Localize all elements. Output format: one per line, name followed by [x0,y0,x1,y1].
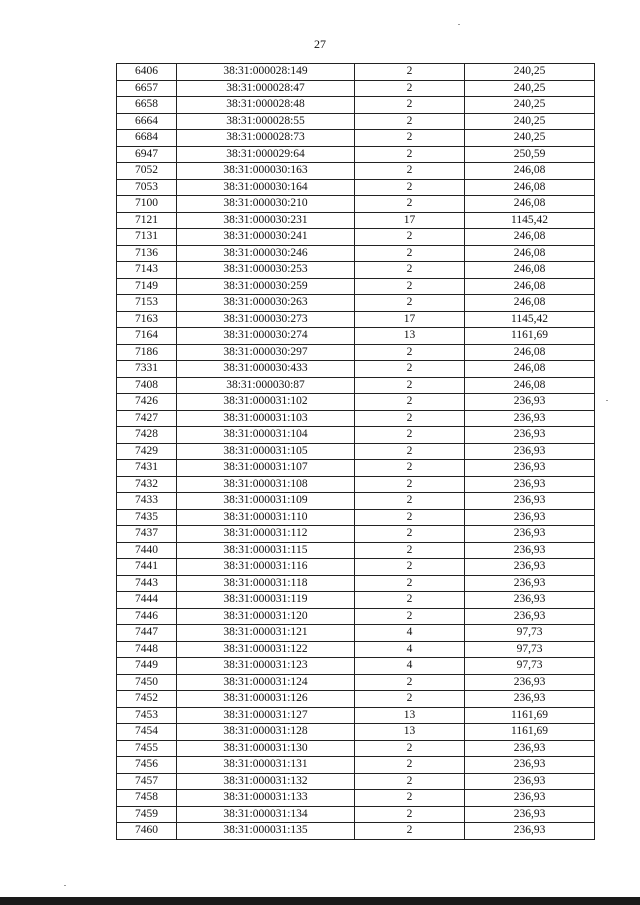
table-row [117,559,595,576]
area-cell: 246,08 [465,344,595,361]
cadastral-number-cell: 38:31:000031:116 [177,559,355,576]
row-number-cell: 7163 [117,311,177,328]
count-cell: 4 [355,641,465,658]
count-cell: 2 [355,295,465,312]
cadastral-number-cell: 38:31:000031:122 [177,641,355,658]
scan-speck [458,24,460,25]
table-row [117,245,595,262]
table-row [117,740,595,757]
count-cell: 2 [355,823,465,840]
row-number-cell: 7453 [117,707,177,724]
area-cell: 236,93 [465,394,595,411]
area-cell: 236,93 [465,823,595,840]
cadastral-number-cell: 38:31:000031:119 [177,592,355,609]
area-cell: 236,93 [465,443,595,460]
table-row [117,311,595,328]
area-cell: 250,59 [465,146,595,163]
row-number-cell: 7431 [117,460,177,477]
area-cell: 236,93 [465,410,595,427]
row-number-cell: 7454 [117,724,177,741]
area-cell: 236,93 [465,773,595,790]
count-cell: 2 [355,394,465,411]
cadastral-number-cell: 38:31:000031:133 [177,790,355,807]
count-cell: 2 [355,691,465,708]
cadastral-number-cell: 38:31:000031:109 [177,493,355,510]
cadastral-number-cell: 38:31:000031:115 [177,542,355,559]
row-number-cell: 7456 [117,757,177,774]
row-number-cell: 7452 [117,691,177,708]
table-row [117,113,595,130]
table-row [117,806,595,823]
count-cell: 4 [355,658,465,675]
area-cell: 1161,69 [465,707,595,724]
cadastral-number-cell: 38:31:000030:263 [177,295,355,312]
row-number-cell: 7440 [117,542,177,559]
cadastral-number-cell: 38:31:000031:118 [177,575,355,592]
area-cell: 236,93 [465,493,595,510]
area-cell: 246,08 [465,179,595,196]
area-cell: 236,93 [465,608,595,625]
area-cell: 246,08 [465,295,595,312]
scan-speck [64,885,66,886]
area-cell: 236,93 [465,691,595,708]
count-cell: 2 [355,196,465,213]
row-number-cell: 7164 [117,328,177,345]
row-number-cell: 7446 [117,608,177,625]
row-number-cell: 7449 [117,658,177,675]
cadastral-number-cell: 38:31:000031:123 [177,658,355,675]
table-row [117,641,595,658]
table-row [117,361,595,378]
table-row [117,625,595,642]
table-row [117,295,595,312]
table-row [117,394,595,411]
area-cell: 240,25 [465,130,595,147]
row-number-cell: 6658 [117,97,177,114]
row-number-cell: 7143 [117,262,177,279]
count-cell: 2 [355,262,465,279]
count-cell: 2 [355,757,465,774]
count-cell: 2 [355,460,465,477]
row-number-cell: 7053 [117,179,177,196]
cadastral-number-cell: 38:31:000031:112 [177,526,355,543]
cadastral-number-cell: 38:31:000030:253 [177,262,355,279]
count-cell: 2 [355,361,465,378]
cadastral-number-cell: 38:31:000031:131 [177,757,355,774]
count-cell: 2 [355,493,465,510]
area-cell: 236,93 [465,592,595,609]
table-row [117,262,595,279]
table-row [117,97,595,114]
cadastral-number-cell: 38:31:000031:120 [177,608,355,625]
count-cell: 2 [355,146,465,163]
row-number-cell: 7457 [117,773,177,790]
row-number-cell: 7444 [117,592,177,609]
table-row [117,377,595,394]
row-number-cell: 7435 [117,509,177,526]
count-cell: 2 [355,592,465,609]
cadastral-number-cell: 38:31:000030:163 [177,163,355,180]
cadastral-number-cell: 38:31:000031:103 [177,410,355,427]
row-number-cell: 6664 [117,113,177,130]
table-row [117,542,595,559]
count-cell: 2 [355,278,465,295]
row-number-cell: 7443 [117,575,177,592]
count-cell: 2 [355,806,465,823]
cadastral-number-cell: 38:31:000031:108 [177,476,355,493]
row-number-cell: 7331 [117,361,177,378]
cadastral-number-cell: 38:31:000029:64 [177,146,355,163]
cadastral-number-cell: 38:31:000031:134 [177,806,355,823]
table-row [117,427,595,444]
table-row [117,526,595,543]
area-cell: 240,25 [465,80,595,97]
table-row [117,658,595,675]
count-cell: 2 [355,526,465,543]
count-cell: 2 [355,674,465,691]
row-number-cell: 6684 [117,130,177,147]
row-number-cell: 7432 [117,476,177,493]
page-number: 27 [314,37,326,51]
count-cell: 2 [355,476,465,493]
table-body [117,64,595,840]
scan-speck [606,400,608,401]
count-cell: 2 [355,740,465,757]
cadastral-number-cell: 38:31:000031:128 [177,724,355,741]
count-cell: 2 [355,443,465,460]
row-number-cell: 7448 [117,641,177,658]
row-number-cell: 7100 [117,196,177,213]
area-cell: 236,93 [465,427,595,444]
table-row [117,163,595,180]
area-cell: 240,25 [465,97,595,114]
count-cell: 4 [355,625,465,642]
count-cell: 13 [355,707,465,724]
row-number-cell: 7149 [117,278,177,295]
cadastral-number-cell: 38:31:000028:55 [177,113,355,130]
area-cell: 236,93 [465,542,595,559]
table-row [117,328,595,345]
row-number-cell: 7136 [117,245,177,262]
table-row [117,509,595,526]
count-cell: 2 [355,427,465,444]
cadastral-number-cell: 38:31:000031:105 [177,443,355,460]
area-cell: 236,93 [465,806,595,823]
cadastral-number-cell: 38:31:000030:164 [177,179,355,196]
row-number-cell: 7441 [117,559,177,576]
cadastral-number-cell: 38:31:000030:433 [177,361,355,378]
area-cell: 246,08 [465,377,595,394]
table-row [117,146,595,163]
count-cell: 2 [355,130,465,147]
row-number-cell: 7455 [117,740,177,757]
count-cell: 2 [355,97,465,114]
row-number-cell: 7433 [117,493,177,510]
area-cell: 240,25 [465,113,595,130]
cadastral-number-cell: 38:31:000031:104 [177,427,355,444]
area-cell: 236,93 [465,575,595,592]
table-row [117,196,595,213]
area-cell: 240,25 [465,64,595,81]
table-row [117,443,595,460]
area-cell: 246,08 [465,229,595,246]
area-cell: 236,93 [465,790,595,807]
count-cell: 2 [355,542,465,559]
area-cell: 236,93 [465,526,595,543]
cadastral-number-cell: 38:31:000031:107 [177,460,355,477]
area-cell: 1145,42 [465,212,595,229]
count-cell: 17 [355,311,465,328]
table-row [117,493,595,510]
cadastral-number-cell: 38:31:000028:149 [177,64,355,81]
cadastral-number-cell: 38:31:000031:126 [177,691,355,708]
row-number-cell: 7121 [117,212,177,229]
table-row [117,674,595,691]
cadastral-number-cell: 38:31:000030:87 [177,377,355,394]
count-cell: 2 [355,163,465,180]
area-cell: 246,08 [465,163,595,180]
area-cell: 246,08 [465,361,595,378]
cadastral-number-cell: 38:31:000031:135 [177,823,355,840]
area-cell: 236,93 [465,559,595,576]
cadastral-number-cell: 38:31:000030:241 [177,229,355,246]
count-cell: 2 [355,80,465,97]
area-cell: 236,93 [465,674,595,691]
table-row [117,212,595,229]
cadastral-number-cell: 38:31:000030:231 [177,212,355,229]
row-number-cell: 6657 [117,80,177,97]
row-number-cell: 7131 [117,229,177,246]
row-number-cell: 7052 [117,163,177,180]
row-number-cell: 7153 [117,295,177,312]
cadastral-number-cell: 38:31:000030:297 [177,344,355,361]
table-row [117,460,595,477]
row-number-cell: 7426 [117,394,177,411]
cadastral-number-cell: 38:31:000031:132 [177,773,355,790]
table-row [117,707,595,724]
area-cell: 246,08 [465,245,595,262]
cadastral-number-cell: 38:31:000030:273 [177,311,355,328]
area-cell: 236,93 [465,740,595,757]
table-row [117,608,595,625]
cadastral-number-cell: 38:31:000031:124 [177,674,355,691]
row-number-cell: 7450 [117,674,177,691]
area-cell: 97,73 [465,641,595,658]
row-number-cell: 7459 [117,806,177,823]
area-cell: 246,08 [465,262,595,279]
row-number-cell: 7460 [117,823,177,840]
table-row [117,790,595,807]
table-row [117,278,595,295]
count-cell: 2 [355,245,465,262]
area-cell: 236,93 [465,757,595,774]
area-cell: 1161,69 [465,724,595,741]
count-cell: 2 [355,575,465,592]
table-row [117,823,595,840]
area-cell: 236,93 [465,476,595,493]
row-number-cell: 7428 [117,427,177,444]
table-row [117,592,595,609]
cadastral-number-cell: 38:31:000030:274 [177,328,355,345]
count-cell: 2 [355,410,465,427]
row-number-cell: 7408 [117,377,177,394]
area-cell: 97,73 [465,658,595,675]
table-row [117,179,595,196]
cadastral-number-cell: 38:31:000030:246 [177,245,355,262]
count-cell: 13 [355,724,465,741]
count-cell: 2 [355,608,465,625]
table-row [117,64,595,81]
cadastral-number-cell: 38:31:000031:130 [177,740,355,757]
row-number-cell: 7447 [117,625,177,642]
data-table [116,63,595,840]
count-cell: 17 [355,212,465,229]
cadastral-number-cell: 38:31:000028:48 [177,97,355,114]
table-row [117,691,595,708]
cadastral-number-cell: 38:31:000028:47 [177,80,355,97]
scan-bottom-edge [0,897,640,905]
cadastral-number-cell: 38:31:000030:210 [177,196,355,213]
row-number-cell: 7427 [117,410,177,427]
table-row [117,344,595,361]
count-cell: 2 [355,113,465,130]
table-row [117,80,595,97]
area-cell: 1145,42 [465,311,595,328]
table-row [117,724,595,741]
count-cell: 2 [355,344,465,361]
count-cell: 2 [355,179,465,196]
count-cell: 2 [355,229,465,246]
cadastral-number-cell: 38:31:000030:259 [177,278,355,295]
area-cell: 236,93 [465,509,595,526]
table-row [117,410,595,427]
row-number-cell: 7437 [117,526,177,543]
count-cell: 2 [355,64,465,81]
area-cell: 1161,69 [465,328,595,345]
area-cell: 97,73 [465,625,595,642]
table-row [117,575,595,592]
count-cell: 2 [355,790,465,807]
row-number-cell: 7186 [117,344,177,361]
area-cell: 246,08 [465,278,595,295]
count-cell: 13 [355,328,465,345]
count-cell: 2 [355,377,465,394]
table-row [117,773,595,790]
table-row [117,476,595,493]
table-row [117,757,595,774]
count-cell: 2 [355,509,465,526]
cadastral-number-cell: 38:31:000031:127 [177,707,355,724]
row-number-cell: 7458 [117,790,177,807]
area-cell: 246,08 [465,196,595,213]
row-number-cell: 6947 [117,146,177,163]
row-number-cell: 7429 [117,443,177,460]
count-cell: 2 [355,773,465,790]
table-row [117,229,595,246]
cadastral-number-cell: 38:31:000031:102 [177,394,355,411]
area-cell: 236,93 [465,460,595,477]
cadastral-number-cell: 38:31:000028:73 [177,130,355,147]
table-row [117,130,595,147]
row-number-cell: 6406 [117,64,177,81]
cadastral-number-cell: 38:31:000031:110 [177,509,355,526]
count-cell: 2 [355,559,465,576]
cadastral-number-cell: 38:31:000031:121 [177,625,355,642]
